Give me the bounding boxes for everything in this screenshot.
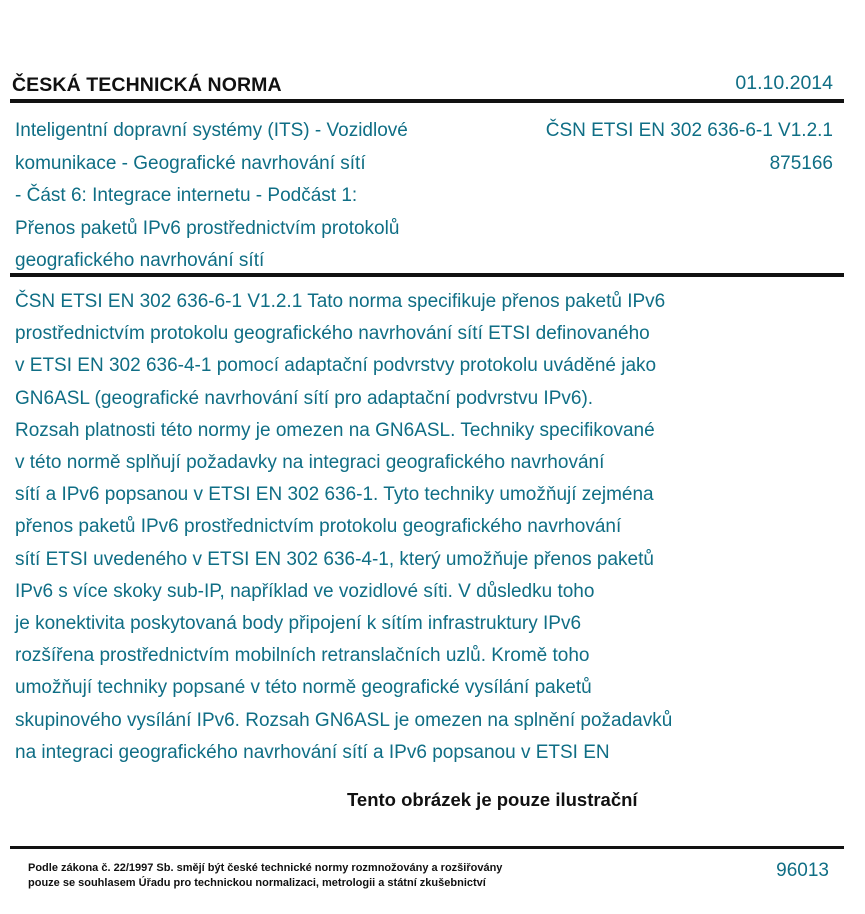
footer-number: 96013 [776, 860, 829, 881]
standard-title-line: Přenos paketů IPv6 prostřednictvím protokolů [15, 217, 400, 239]
standard-title-line: - Část 6: Integrace internetu - Podčást 1: [15, 185, 358, 206]
title-divider [10, 273, 844, 277]
catalog-number: 875166 [769, 152, 833, 174]
abstract-line: sítí a IPv6 popsanou v ETSI EN 302 636-1. Tyto techniky umožňují zejména [15, 484, 654, 506]
abstract-line: GN6ASL (geografické navrhování sítí pro adaptační podvrstvu IPv6). [15, 387, 594, 409]
standard-title-line: Inteligentní dopravní systémy (ITS) - Vozidlové [15, 120, 408, 141]
abstract-line: prostřednictvím protokolu geografického navrhování sítí ETSI definovaného [15, 323, 650, 345]
copyright-line: pouze se souhlasem Úřadu pro technickou normalizaci, metrologii a státní zkušebnictví [28, 877, 486, 889]
illustration-note: Tento obrázek je pouze ilustrační [347, 789, 638, 810]
copyright-line: Podle zákona č. 22/1997 Sb. smějí být české technické normy rozmnožovány a rozšiřovány [28, 862, 503, 874]
abstract-line: přenos paketů IPv6 prostřednictvím protokolu geografického navrhování [15, 516, 622, 538]
abstract-text [15, 286, 795, 769]
copyright-notice [28, 861, 502, 891]
footer-divider [10, 846, 844, 849]
standard-code: ČSN ETSI EN 302 636-6-1 V1.2.1 [545, 120, 833, 141]
abstract-line: skupinového vysílání IPv6. Rozsah GN6ASL je omezen na splnění požadavků [15, 709, 673, 731]
abstract-line: rozšířena prostřednictvím mobilních retranslačních uzlů. Kromě toho [15, 645, 590, 667]
publication-date: 01.10.2014 [735, 72, 833, 94]
abstract-line: sítí ETSI uvedeného v ETSI EN 302 636-4-1, který umožňuje přenos paketů [15, 548, 654, 570]
abstract-line: Rozsah platnosti této normy je omezen na GN6ASL. Techniky specifikované [15, 419, 655, 441]
abstract-line: je konektivita poskytovaná body připojení k sítím infrastruktury IPv6 [15, 613, 582, 635]
header-divider [10, 99, 844, 103]
standard-title [15, 115, 485, 278]
standard-identification [546, 115, 833, 180]
document-heading: ČESKÁ TECHNICKÁ NORMA [12, 74, 282, 96]
standard-title-line: komunikace - Geografické navrhování sítí [15, 152, 366, 174]
abstract-line: na integraci geografického navrhování sítí a IPv6 popsanou v ETSI EN [15, 741, 610, 763]
abstract-line: v této normě splňují požadavky na integraci geografického navrhování [15, 452, 605, 474]
abstract-line: umožňují techniky popsané v této normě geografické vysílání paketů [15, 677, 592, 699]
abstract-line: v ETSI EN 302 636-4-1 pomocí adaptační podvrstvy protokolu uváděné jako [15, 355, 657, 377]
abstract-line: IPv6 s více skoky sub-IP, například ve vozidlové síti. V důsledku toho [15, 580, 595, 602]
standard-title-line: geografického navrhování sítí [15, 250, 265, 271]
abstract-line: ČSN ETSI EN 302 636-6-1 V1.2.1 Tato norma specifikuje přenos paketů IPv6 [15, 291, 666, 312]
